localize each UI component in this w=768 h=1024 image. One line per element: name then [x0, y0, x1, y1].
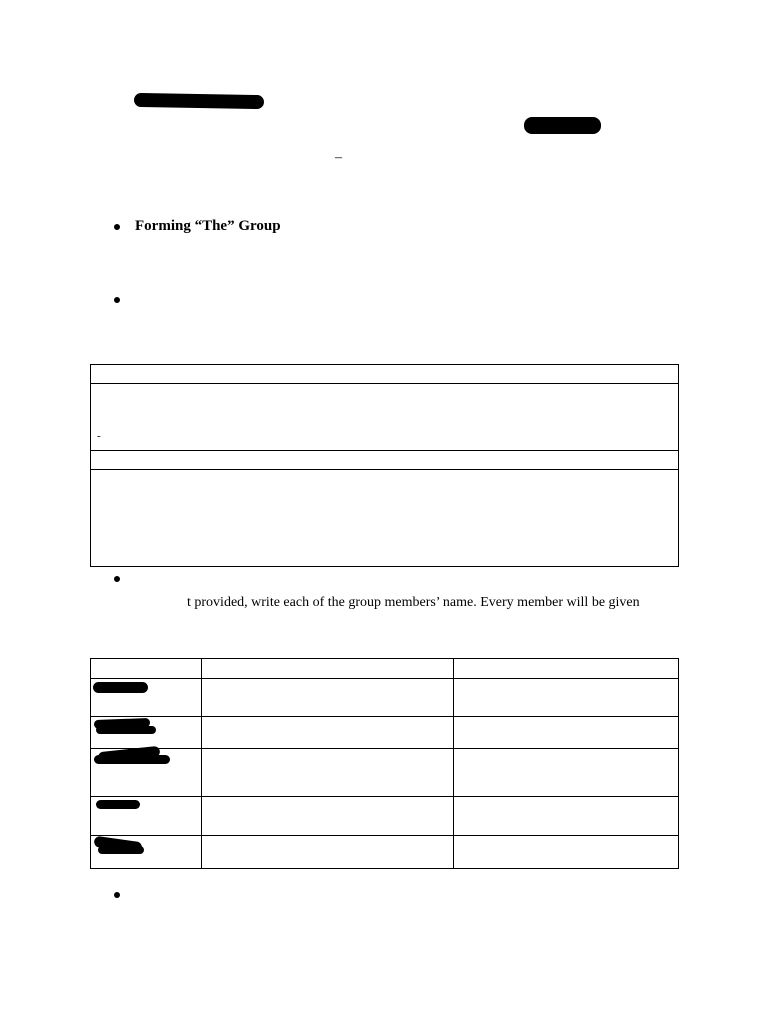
- members-table-row-divider-1: [90, 678, 679, 679]
- bullet-1: [114, 224, 120, 230]
- instruction-text: t provided, write each of the group members’ name. Every member will be given: [187, 595, 640, 610]
- redacted-member-name-2b: [96, 726, 156, 734]
- bullet-3: [114, 576, 120, 582]
- bullet-2: [114, 297, 120, 303]
- info-box-divider-3: [90, 469, 679, 470]
- redacted-member-name-1: [93, 682, 148, 693]
- redacted-text-top-right: [524, 117, 601, 134]
- members-table-row-divider-2: [90, 716, 679, 717]
- members-table: [90, 658, 679, 869]
- info-box-table: [90, 364, 679, 567]
- header-dash: –: [335, 150, 342, 165]
- redacted-member-name-4: [96, 800, 140, 809]
- bullet-4: [114, 892, 120, 898]
- redacted-name-top-left: [134, 93, 264, 109]
- members-table-col-divider-2: [453, 658, 454, 869]
- members-table-col-divider-1: [201, 658, 202, 869]
- info-box-divider-2: [90, 450, 679, 451]
- members-table-row-divider-5: [90, 835, 679, 836]
- redacted-member-name-3b: [94, 755, 170, 764]
- members-table-row-divider-3: [90, 748, 679, 749]
- section-heading-forming-group: Forming “The” Group: [135, 218, 281, 234]
- info-box-small-dash: -: [97, 430, 101, 442]
- info-box-divider-1: [90, 383, 679, 384]
- members-table-row-divider-4: [90, 796, 679, 797]
- redacted-member-name-5b: [98, 846, 144, 854]
